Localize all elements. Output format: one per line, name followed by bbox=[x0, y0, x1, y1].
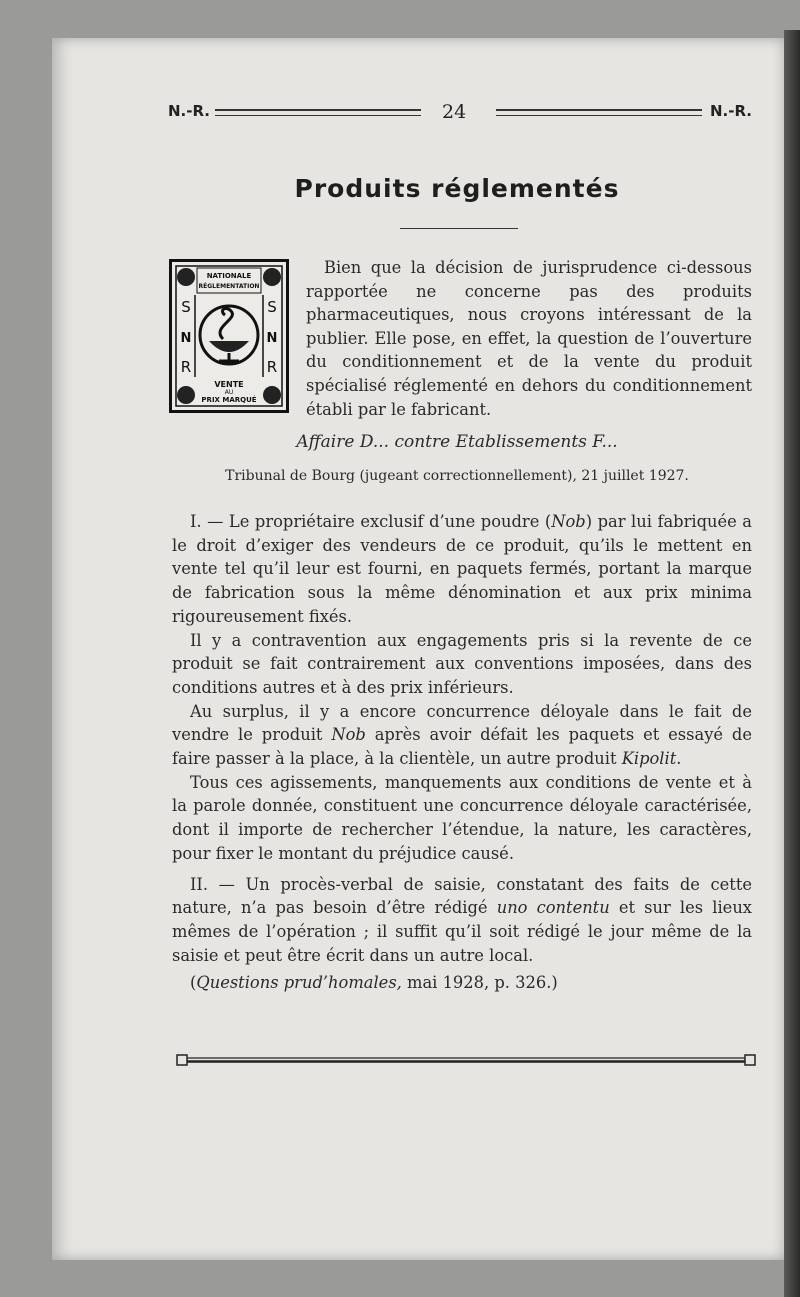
logo-letter-s-left: S bbox=[181, 298, 191, 316]
bottom-ornament-rule bbox=[176, 1052, 756, 1068]
logo-letter-n-left: N bbox=[180, 331, 192, 346]
latin-phrase: uno contentu bbox=[496, 898, 610, 918]
journal-name: Questions prud’homales, bbox=[196, 973, 402, 993]
header-left-label: N.-R. bbox=[168, 102, 211, 120]
case-title: Affaire D... contre Etablissements F... bbox=[296, 432, 618, 452]
logo-bottom1: VENTE bbox=[214, 380, 244, 389]
product-name-kipolit: Kipolit bbox=[621, 749, 677, 769]
logo-letter-s-right: S bbox=[267, 298, 277, 316]
snr-logo bbox=[169, 259, 289, 413]
article-title: Produits réglementés bbox=[294, 174, 620, 203]
page-number: 24 bbox=[442, 101, 467, 123]
logo-bottom3: PRIX MARQUÉ bbox=[201, 396, 257, 404]
intro-text: Bien que la décision de jurisprudence ci-dessous rapportée ne concerne pas des produits pharmaceutiques, nous croyons intéressant de la publier. Elle pose, en effet, la question de l’ouverture du conditionnement et de la vente du produit spécialisé réglementé en dehors du conditionnement établi par le fabricant. bbox=[306, 258, 752, 419]
logo-bottom2: AU bbox=[224, 389, 234, 396]
logo-letter-r-left: R bbox=[180, 358, 192, 376]
logo-letter-r-right: R bbox=[266, 358, 278, 376]
section1-paragraph4: Tous ces agissements, manquements aux conditions de vente et à la parole donnée, constituent une concurrence déloyale caractérisée, dont il importe de rechercher l’étendue, la nature, les caractères, pour fixer le montant du préjudice causé. bbox=[172, 772, 752, 863]
title-underline bbox=[400, 228, 518, 229]
section2-paragraph1: II. — Un procès-verbal de saisie, constatant des faits de cette nature, n’a pas besoin d’être rédigé uno contentu et sur les lieux mêmes de l’opération ; il suffit qu’il soit rédigé le jour même de la saisie et peut être écrit dans un autre local. bbox=[172, 874, 752, 965]
book-edge bbox=[784, 30, 800, 1297]
product-name-nob: Nob bbox=[551, 512, 586, 531]
logo-line2: RÉGLEMENTATION bbox=[198, 283, 260, 290]
running-header bbox=[168, 100, 752, 128]
header-rule-right bbox=[496, 109, 702, 116]
section1-paragraph1: I. — Le propriétaire exclusif d’une poudre (Nob) par lui fabriquée a le droit d’exiger des vendeurs de ce produit, qu’ils le mettent en vente tel qu’il leur est fourni, en paquets fermés, portant la marque de fabrication sous la même dénomination et aux prix minima rigoureusement fixés. bbox=[172, 512, 752, 626]
source-citation: (Questions prud’homales, mai 1928, p. 326.) bbox=[190, 973, 558, 993]
tribunal-line: Tribunal de Bourg (jugeant correctionnellement), 21 juillet 1927. bbox=[225, 468, 689, 484]
section1-paragraph2: Il y a contravention aux engagements pris si la revente de ce produit se fait contrairement aux conventions imposées, dans des conditions autres et à des prix inférieurs. bbox=[172, 630, 752, 697]
judgment-body bbox=[172, 510, 752, 995]
intro-paragraph bbox=[306, 256, 752, 421]
logo-line1: NATIONALE bbox=[206, 272, 252, 280]
header-rule-left bbox=[215, 109, 421, 116]
header-right-label: N.-R. bbox=[709, 102, 752, 120]
logo-letter-n-right: N bbox=[266, 331, 278, 346]
product-name-nob: Nob bbox=[331, 725, 366, 745]
section1-paragraph3: Au surplus, il y a encore concurrence déloyale dans le fait de vendre le produit Nob après avoir défait les paquets et essayé de faire passer à la place, à la clientèle, un autre produit Kipolit. bbox=[172, 701, 752, 769]
